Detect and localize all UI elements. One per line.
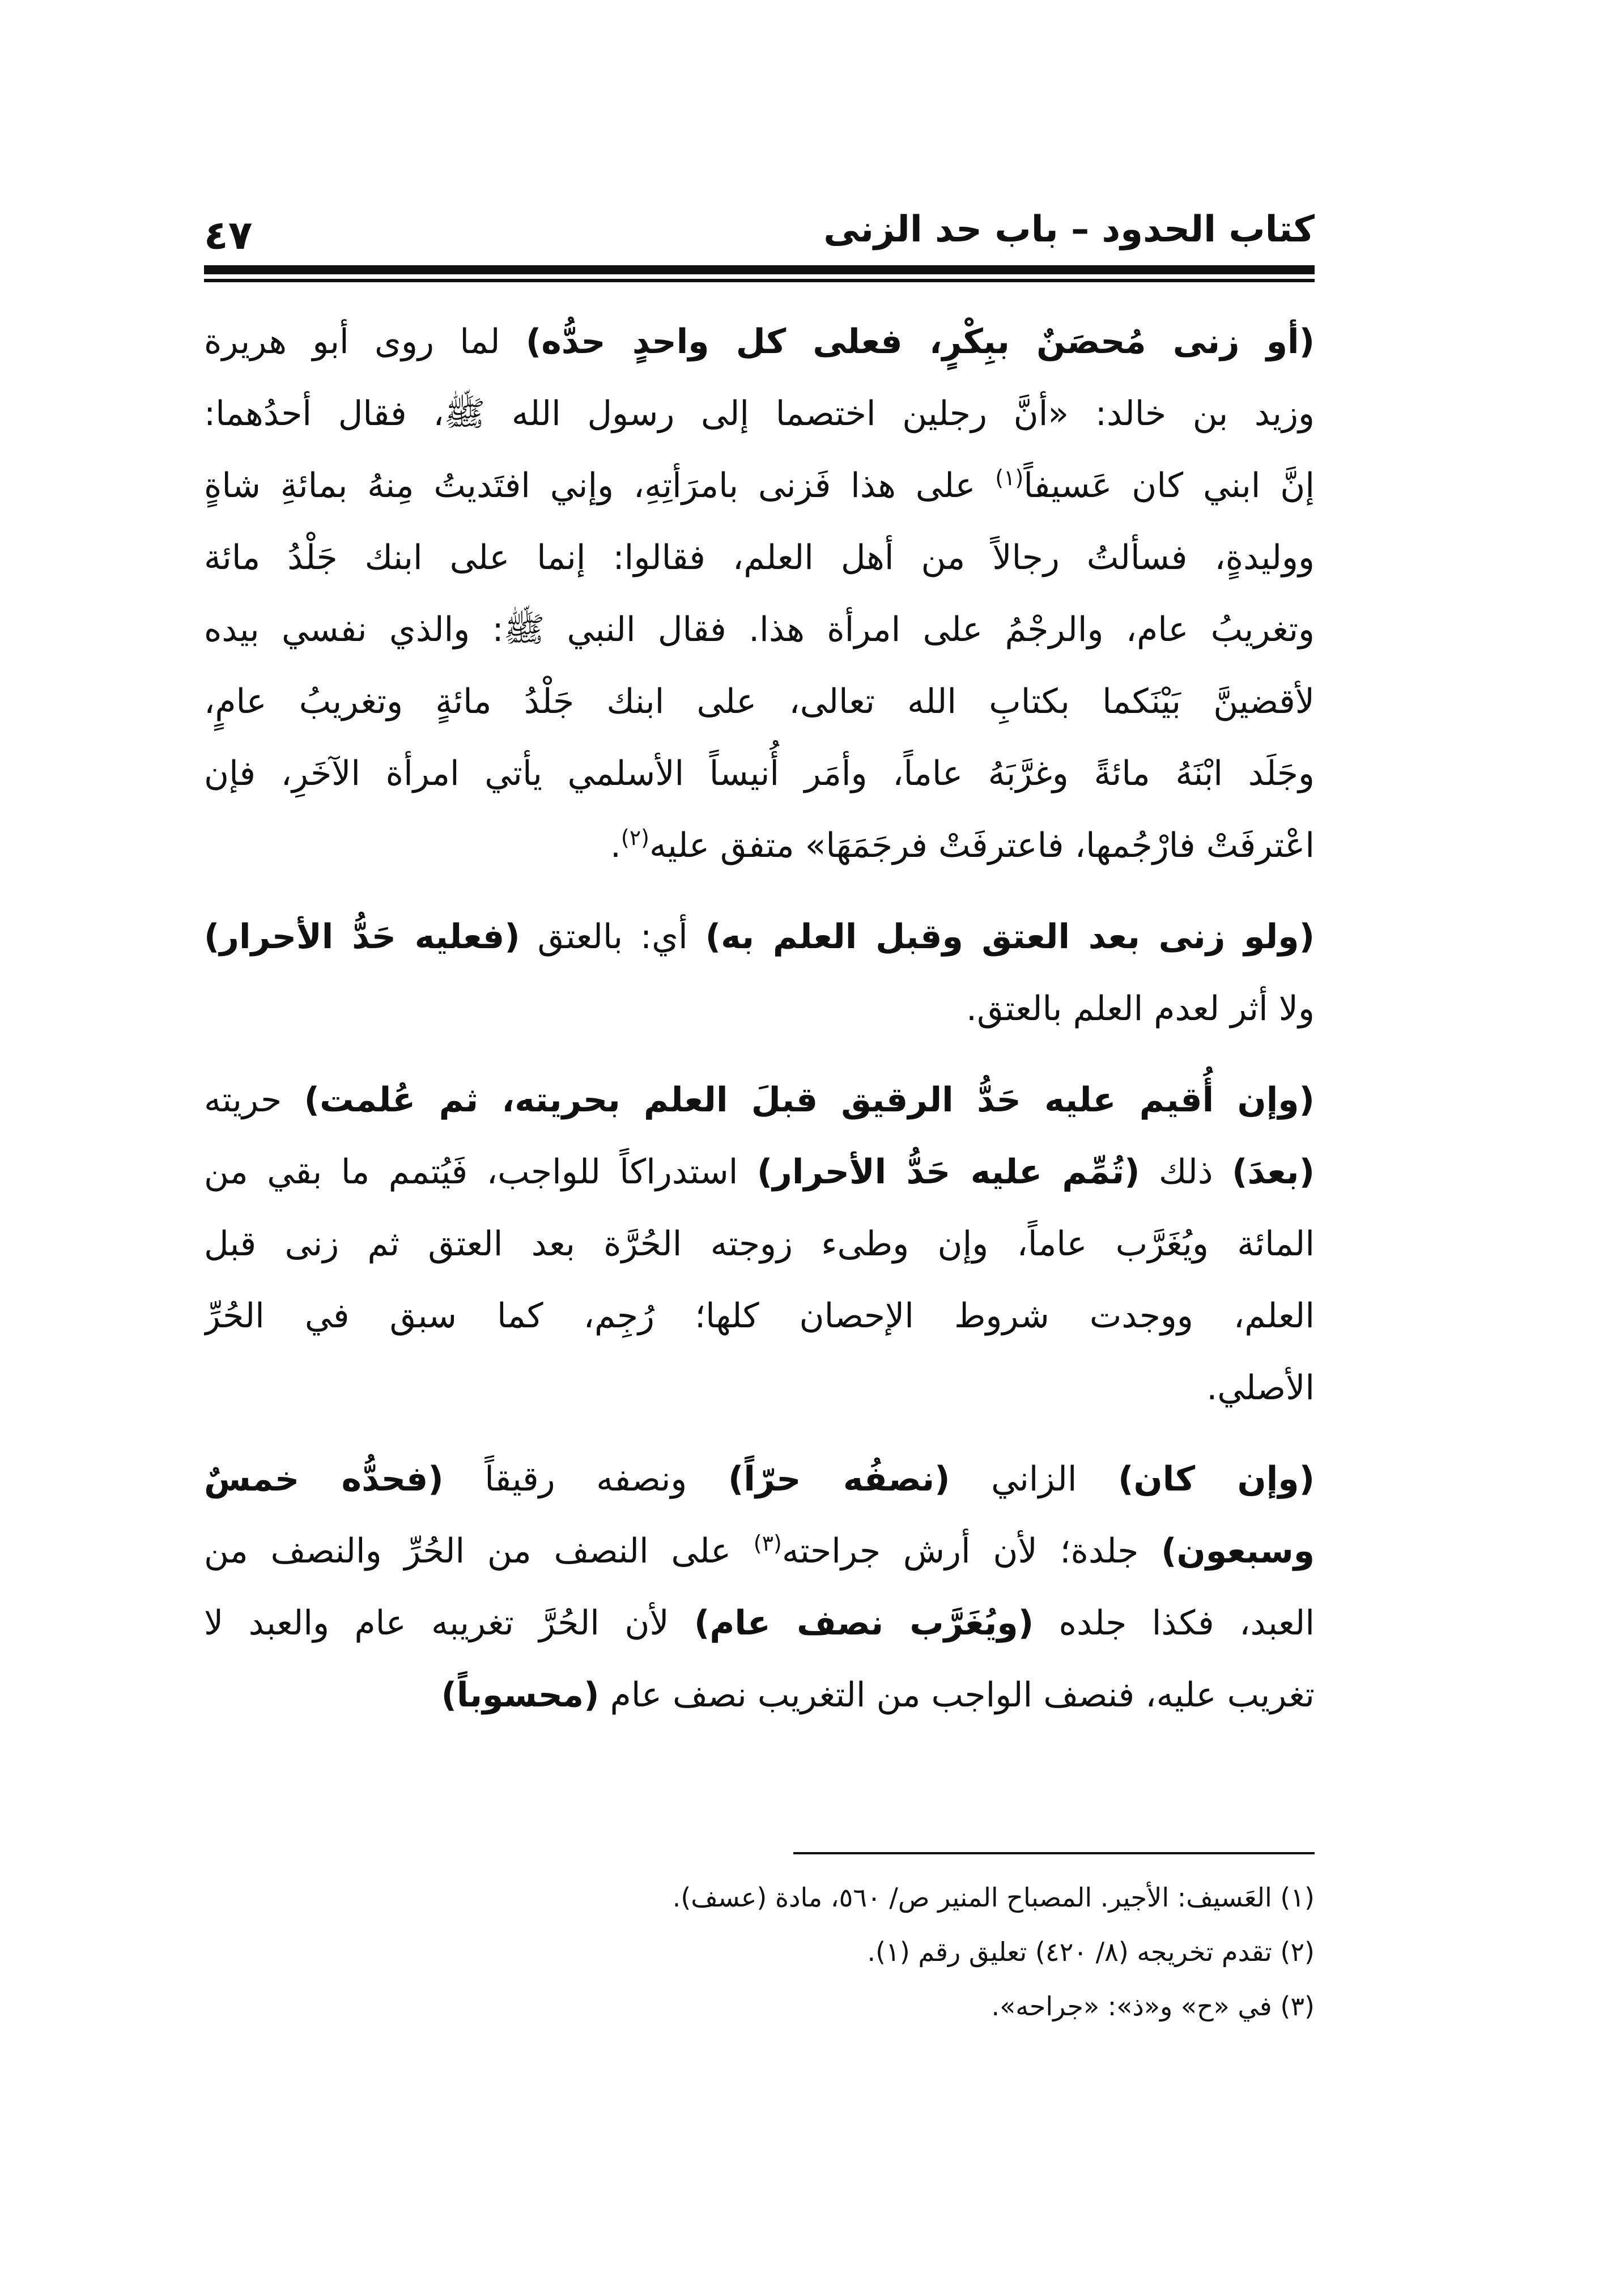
- text-line: [204, 378, 1315, 450]
- matn-text: (ولو زنى بعد العتق وقبل العلم به): [705, 917, 1315, 957]
- header-rule-thick: [204, 265, 1315, 274]
- commentary-text: أي: بالعتق: [520, 917, 705, 957]
- matn-text: وسبعون): [1161, 1531, 1315, 1571]
- commentary-text: حريته: [204, 1080, 304, 1120]
- footnote-ref: (٣): [753, 1531, 782, 1556]
- text-line: [204, 1064, 1315, 1136]
- commentary-text: على هذا فَزنى بامرَأتِهِ، وإني افتَديتُ مِنهُ بمائةِ شاةٍ: [204, 466, 996, 506]
- matn-text: (تُمِّم عليه حَدُّ الأحرار): [756, 1152, 1140, 1192]
- page-number: ٤٧: [204, 212, 253, 258]
- paragraph: [204, 306, 1315, 882]
- commentary-text: الزاني: [950, 1459, 1119, 1499]
- text-line: [204, 738, 1315, 810]
- text-line: [204, 666, 1315, 738]
- footnotes: [204, 1870, 1315, 2033]
- commentary-text: إنَّ ابني كان عَسيفاً: [1023, 466, 1315, 506]
- running-title: كتاب الحدود – باب حد الزنى: [823, 209, 1315, 250]
- matn-text: (فحدُّه خمسٌ: [204, 1459, 444, 1499]
- body-text: [204, 306, 1315, 1751]
- commentary-text: جلدة؛ لأن أرش جراحته: [781, 1531, 1162, 1571]
- commentary-text: تغريب عليه، فنصف الواجب من التغريب نصف عام: [599, 1675, 1315, 1715]
- commentary-text: لأن الحُرَّ تغريبه عام والعبد لا: [204, 1603, 694, 1643]
- text-line: [204, 1587, 1315, 1659]
- text-line: [204, 594, 1315, 666]
- text-line: [204, 973, 1315, 1045]
- footnote-ref: (٢): [620, 825, 649, 850]
- text-line: [204, 1443, 1315, 1515]
- text-line: [204, 901, 1315, 973]
- text-line: [204, 1659, 1315, 1731]
- commentary-text: وتغريبُ عام، والرجْمُ على امرأة هذا. فقال النبي ﷺ: والذي نفسي بيده: [204, 610, 1315, 649]
- matn-text: (نصفُه حرّاً): [728, 1459, 950, 1499]
- text-line: [204, 450, 1315, 522]
- matn-text: (محسوباً): [441, 1675, 600, 1715]
- commentary-text: ووليدةٍ، فسألتُ رجالاً من أهل العلم، فقالوا: إنما على ابنك جَلْدُ مائة: [204, 538, 1315, 578]
- commentary-text: اعْترفَتْ فارْجُمها، فاعترفَتْ فرجَمَهَا» متفق عليه: [649, 826, 1315, 865]
- text-line: [204, 810, 1315, 882]
- header-rule-thin: [204, 279, 1315, 282]
- commentary-text: استدراكاً للواجب، فَيُتمم ما بقي من: [204, 1152, 757, 1192]
- page-header: [204, 193, 1315, 261]
- commentary-text: العلم، ووجدت شروط الإحصان كلها؛ رُجِم، كما سبق في الحُرِّ: [204, 1296, 1315, 1336]
- matn-text: (فعليه حَدُّ الأحرار): [204, 917, 520, 957]
- matn-text: (وإن كان): [1118, 1459, 1315, 1499]
- commentary-text: الأصلي.: [1206, 1368, 1315, 1408]
- commentary-text: وجَلَد ابْنَهُ مائةً وغرَّبَهُ عاماً، وأمَر أُنيساً الأسلمي يأتي امرأة الآخَرِ، فإن: [204, 754, 1315, 793]
- footnote-1: (١) العَسيف: الأجير. المصباح المنير ص/ ٥٦٠، مادة (عسف).: [672, 1882, 1315, 1913]
- commentary-text: ونصفه رقيقاً: [443, 1459, 728, 1499]
- matn-text: (بعدَ): [1232, 1152, 1315, 1192]
- footnote-separator: [793, 1852, 1315, 1854]
- footnote-3: (٣) في «ح» و«ذ»: «جراحه».: [991, 1991, 1315, 2022]
- text-line: [204, 1352, 1315, 1424]
- text-line: [204, 522, 1315, 594]
- matn-text: (وإن أُقيم عليه حَدُّ الرقيق قبلَ العلم بحريته، ثم عُلمت): [304, 1080, 1315, 1120]
- text-line: [204, 1280, 1315, 1352]
- footnote-2: (٢) تقدم تخريجه (٨/ ٤٢٠) تعليق رقم (١).: [867, 1937, 1315, 1967]
- paragraph: [204, 1064, 1315, 1424]
- matn-text: (ويُغَرَّب نصف عام): [694, 1603, 1034, 1643]
- text-line: [204, 1136, 1315, 1208]
- commentary-text: على النصف من الحُرِّ والنصف من: [204, 1531, 754, 1571]
- footnote-ref: (١): [995, 465, 1024, 490]
- commentary-text: ذلك: [1140, 1152, 1232, 1192]
- matn-text: (أو زنى مُحصَنٌ ببِكْرٍ، فعلى كل واحدٍ حدُّه): [525, 322, 1315, 362]
- paragraph: [204, 1443, 1315, 1731]
- commentary-text: المائة ويُغَرَّب عاماً، وإن وطىء زوجته الحُرَّة بعد العتق ثم زنى قبل: [204, 1224, 1315, 1264]
- paragraph: [204, 901, 1315, 1045]
- commentary-text: لما روى أبو هريرة: [204, 322, 526, 362]
- commentary-text: العبد، فكذا جلده: [1034, 1603, 1315, 1643]
- text-line: [204, 1208, 1315, 1280]
- text-line: [204, 1515, 1315, 1587]
- commentary-text: ولا أثر لعدم العلم بالعتق.: [966, 989, 1315, 1029]
- text-line: [204, 306, 1315, 378]
- commentary-text: لأقضينَّ بَيْنَكما بكتابِ الله تعالى، على ابنك جَلْدُ مائةٍ وتغريبُ عامٍ،: [204, 682, 1315, 721]
- commentary-text: .: [610, 826, 621, 865]
- commentary-text: وزيد بن خالد: «أنَّ رجلين اختصما إلى رسول الله ﷺ، فقال أحدُهما:: [204, 394, 1315, 434]
